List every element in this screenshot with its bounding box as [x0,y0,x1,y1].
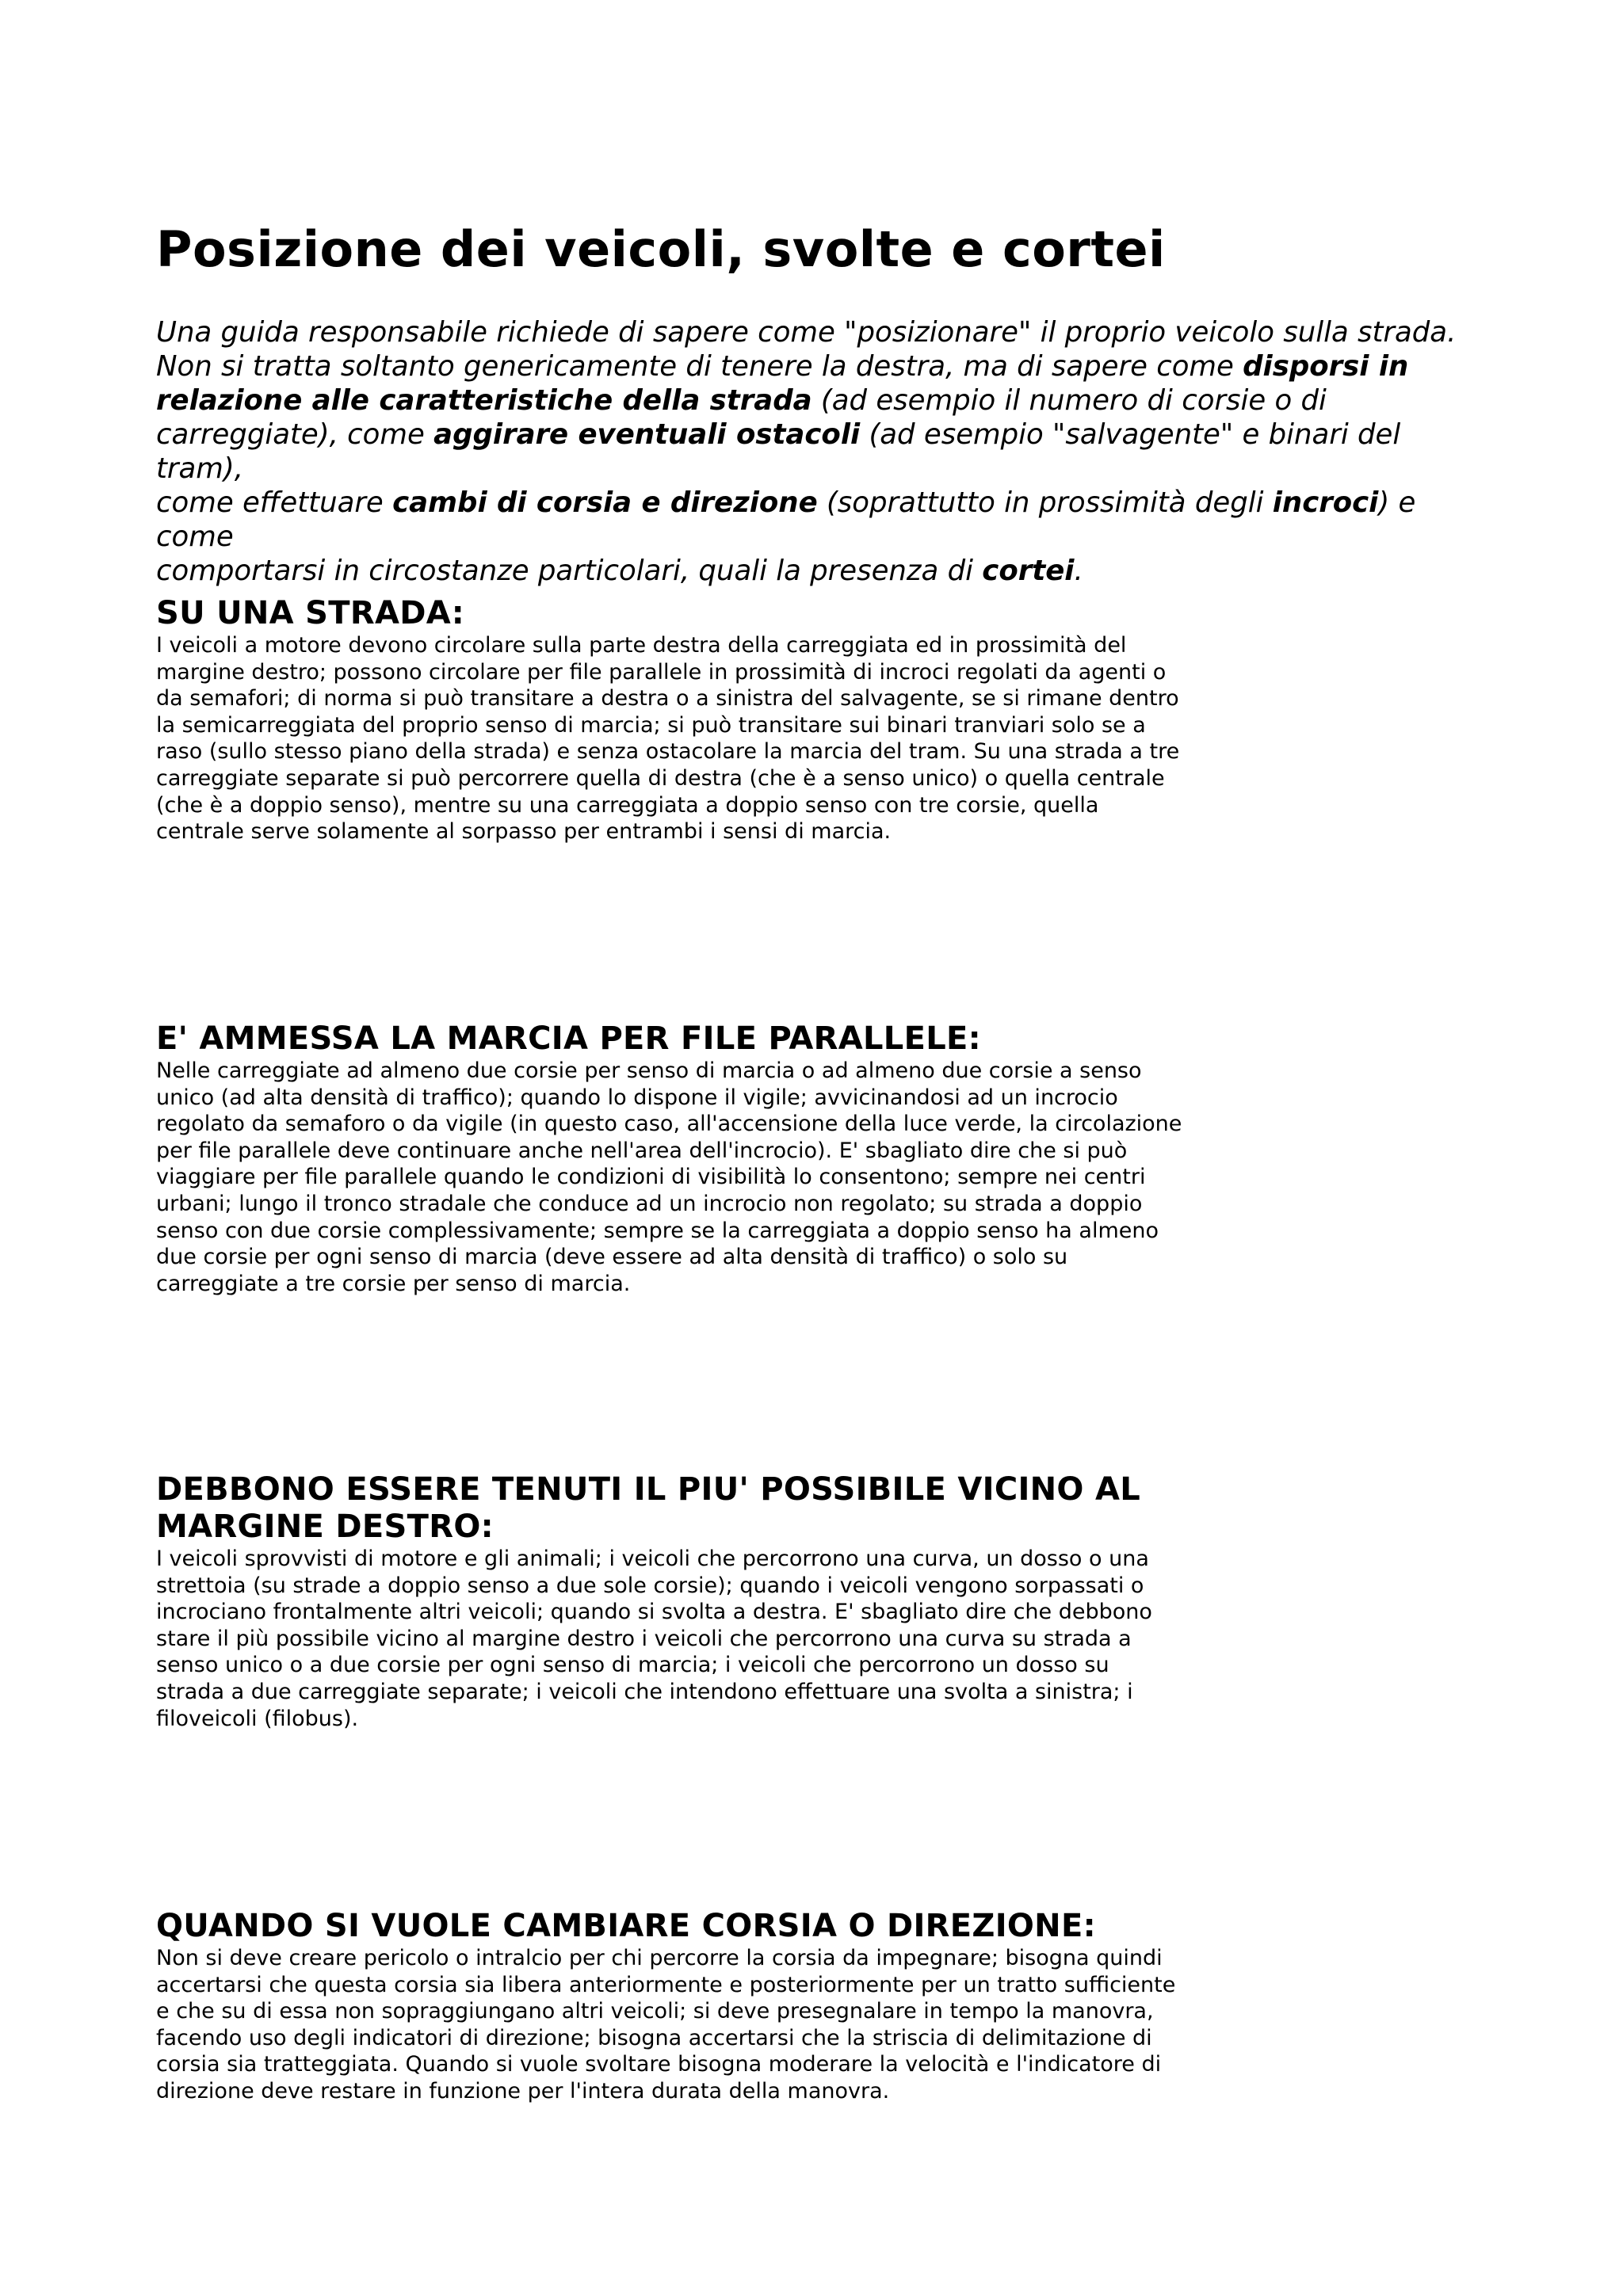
intro-text: . [1074,555,1083,587]
intro-text: Una guida responsabile richiede di sapere come "posizionare" il proprio veicolo sulla strada. Non si tratta soltanto genericamente di tenere la destra, ma di sapere come [156,316,1457,383]
intro-emphasis: disporsi in relazione alle caratteristiche della strada [156,350,1409,417]
section-body: I veicoli a motore devono circolare sulla parte destra della carreggiata ed in prossimità del margine destro; possono circolare per file parallele in prossimità di incroci regolati da agenti o da semafori; di norma si può transitare a destra o a sinistra del salvagente, se si rimane dentro la semicarreggiata del proprio senso di marcia; si può transitare sui binari tranviari solo se a raso (sullo stesso piano della strada) e senza ostacolare la marcia del tram. Su una strada a tre carreggiate separate si può percorrere quella di destra (che è a senso unico) o quella centrale (che è a doppio senso), mentre su una carreggiata a doppio senso con tre corsie, quella centrale serve solamente al sorpasso per entrambi i sensi di marcia. [156,633,1180,845]
section-body: Nelle carreggiate ad almeno due corsie per senso di marcia o ad almeno due corsie a senso unico (ad alta densità di traffico); quando lo dispone il vigile; avvicinandosi ad un incrocio regolato da semaforo o da vigile (in questo caso, all'accensione della luce verde, la circolazione per file parallele deve continuare anche nell'area dell'incrocio). E' sbagliato dire che si può viaggiare per file parallele quando le condizioni di visibilità lo consentono; sempre nei centri urbani; lungo il tronco stradale che conduce ad un incrocio non regolato; su strada a doppio senso con due corsie complessivamente; sempre se la carreggiata a doppio senso ha almeno due corsie per ogni senso di marcia (deve essere ad alta densità di traffico) o solo su carreggiate a tre corsie per senso di marcia. [156,1058,1182,1296]
intro-emphasis: aggirare eventuali ostacoli [433,418,861,451]
intro-text: (ad esempio il numero di corsie o di carreggiate), come [156,384,1327,451]
section-heading: SU UNA STRADA: [156,595,465,631]
section-body: Non si deve creare pericolo o intralcio per chi percorre la corsia da impegnare; bisogna quindi accertarsi che questa corsia sia libera anteriormente e posteriormente per un tratto sufficiente e che su di essa non sopraggiungano altri veicoli; si deve presegnalare in tempo la manovra, facendo uso degli indicatori di direzione; bisogna accertarsi che la striscia di delimitazione di corsia sia tratteggiata. Quando si vuole svoltare bisogna moderare la velocità e l'indicatore di direzione deve restare in funzione per l'intera durata della manovra. [156,1946,1176,2103]
intro-emphasis: incroci [1272,486,1379,519]
intro-text: (soprattutto in prossimità degli [817,486,1273,519]
intro-paragraph [156,315,1487,588]
page-title: Posizione dei veicoli, svolte e cortei [156,220,1166,278]
intro-emphasis: cortei [982,555,1075,587]
section-heading: QUANDO SI VUOLE CAMBIARE CORSIA O DIREZIONE: [156,1908,1096,1944]
section-heading: DEBBONO ESSERE TENUTI IL PIU' POSSIBILE VICINO AL MARGINE DESTRO: [156,1471,1141,1545]
intro-text: (ad esempio "salvagente" e binari del tram), come effettuare [156,418,1401,519]
intro-emphasis: cambi di corsia e direzione [392,486,818,519]
section-su-una-strada [156,595,1266,845]
section-margine-destro [156,1471,1266,1732]
intro-text: ) e come comportarsi in circostanze particolari, quali la presenza di [156,486,1416,587]
section-body: I veicoli sprovvisti di motore e gli animali; i veicoli che percorrono una curva, un dosso o una strettoia (su strade a doppio senso a due sole corsie); quando i veicoli vengono sorpassati o incrociano frontalmente altri veicoli; quando si svolta a destra. E' sbagliato dire che debbono stare il più possibile vicino al margine destro i veicoli che percorrono una curva su strada a senso unico o a due corsie per ogni senso di marcia; i veicoli che percorrono un dosso su strada a due carreggiate separate; i veicoli che intendono effettuare una svolta a sinistra; i filoveicoli (filobus). [156,1547,1152,1731]
section-file-parallele [156,1020,1266,1297]
section-heading: E' AMMESSA LA MARCIA PER FILE PARALLELE: [156,1020,981,1057]
section-cambiare-corsia [156,1908,1266,2105]
